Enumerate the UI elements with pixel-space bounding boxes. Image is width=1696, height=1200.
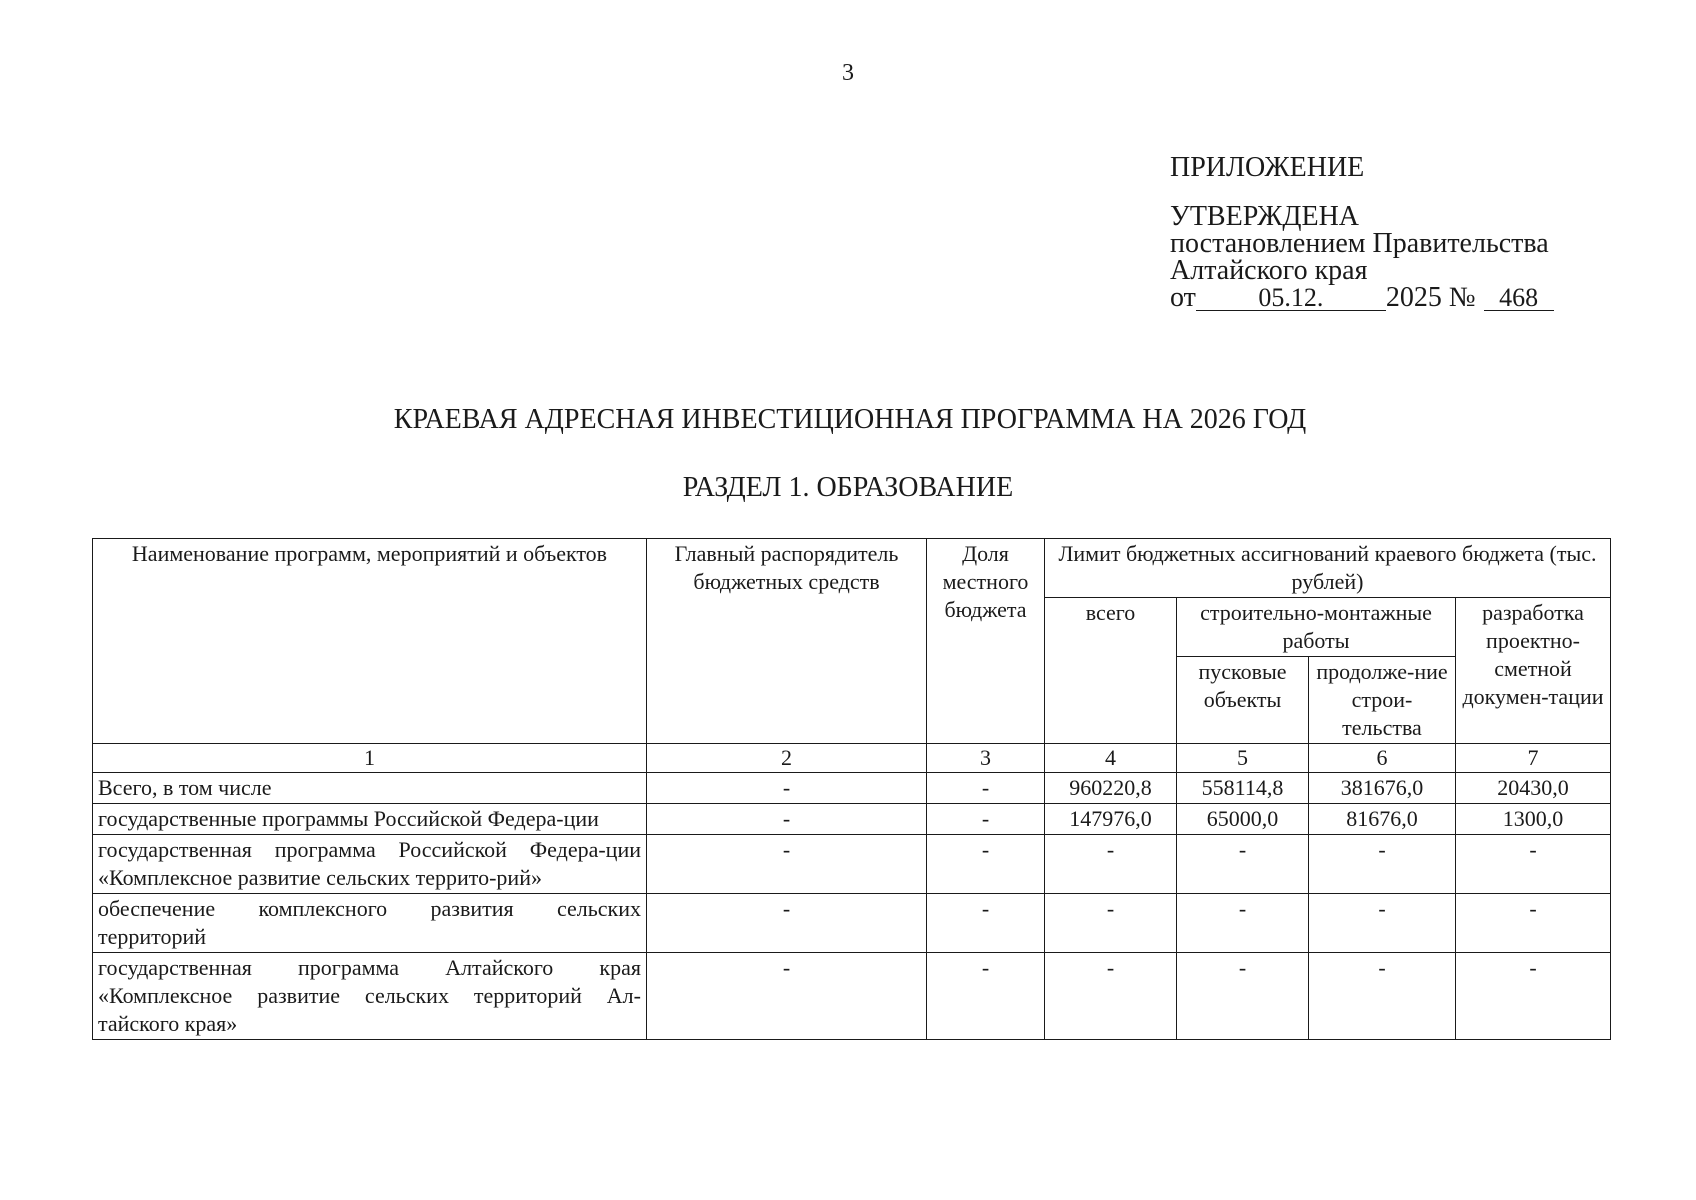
row-local-share: -: [927, 835, 1045, 894]
row-total: 960220,8: [1045, 773, 1177, 804]
approval-date-line: [1170, 284, 1554, 311]
header-continuation: продолже-ние строи-тельства: [1309, 657, 1456, 744]
row-name: Всего, в том числе: [93, 773, 647, 804]
row-continuation: 81676,0: [1309, 804, 1456, 835]
header-local-share: Доля местного бюджета: [927, 539, 1045, 744]
column-number: 4: [1045, 744, 1177, 773]
table-row: [93, 835, 1611, 894]
header-construction: строительно-монтажные работы: [1177, 598, 1456, 657]
row-total: -: [1045, 835, 1177, 894]
row-total: -: [1045, 953, 1177, 1040]
row-design: -: [1456, 894, 1611, 953]
row-launch: 558114,8: [1177, 773, 1309, 804]
row-local-share: -: [927, 804, 1045, 835]
row-total: -: [1045, 894, 1177, 953]
column-number: 3: [927, 744, 1045, 773]
column-number: 5: [1177, 744, 1309, 773]
row-design: 20430,0: [1456, 773, 1611, 804]
column-number: 2: [647, 744, 927, 773]
row-design: -: [1456, 835, 1611, 894]
row-manager: -: [647, 835, 927, 894]
approved-label: УТВЕРЖДЕНА: [1170, 201, 1360, 232]
header-name: Наименование программ, мероприятий и объектов: [93, 539, 647, 744]
row-continuation: -: [1309, 894, 1456, 953]
approval-date: 05.12.: [1196, 286, 1386, 311]
approval-year: 2025 №: [1385, 282, 1476, 313]
row-launch: 65000,0: [1177, 804, 1309, 835]
row-launch: -: [1177, 835, 1309, 894]
column-numbers-row: [93, 744, 1611, 773]
row-continuation: 381676,0: [1309, 773, 1456, 804]
row-launch: -: [1177, 894, 1309, 953]
section-title: РАЗДЕЛ 1. ОБРАЗОВАНИЕ: [682, 472, 1014, 503]
table-row: [93, 953, 1611, 1040]
row-local-share: -: [927, 953, 1045, 1040]
row-manager: -: [647, 894, 927, 953]
header-manager: Главный распорядитель бюджетных средств: [647, 539, 927, 744]
table-row: [93, 773, 1611, 804]
header-total: всего: [1045, 598, 1177, 744]
row-name: государственная программа Алтайского края «Комплексное развитие сельских территорий Ал-тайского края»: [93, 953, 647, 1040]
row-manager: -: [647, 773, 927, 804]
row-local-share: -: [927, 773, 1045, 804]
date-prefix: от: [1170, 282, 1196, 313]
table-row: [93, 894, 1611, 953]
document-title: КРАЕВАЯ АДРЕСНАЯ ИНВЕСТИЦИОННАЯ ПРОГРАММА НА 2026 ГОД: [393, 404, 1307, 435]
approved-by-line1: постановлением Правительства: [1170, 228, 1549, 259]
approved-by-line2: Алтайского края: [1170, 255, 1368, 286]
row-manager: -: [647, 804, 927, 835]
column-number: 6: [1309, 744, 1456, 773]
row-launch: -: [1177, 953, 1309, 1040]
row-total: 147976,0: [1045, 804, 1177, 835]
row-name: обеспечение комплексного развития сельских территорий: [93, 894, 647, 953]
row-design: 1300,0: [1456, 804, 1611, 835]
row-name: государственные программы Российской Федера-ции: [93, 804, 647, 835]
row-continuation: -: [1309, 953, 1456, 1040]
row-design: -: [1456, 953, 1611, 1040]
column-number: 7: [1456, 744, 1611, 773]
header-design: разработка проектно-сметной докумен-тации: [1456, 598, 1611, 744]
row-manager: -: [647, 953, 927, 1040]
column-number: 1: [93, 744, 647, 773]
header-launch: пусковые объекты: [1177, 657, 1309, 744]
approval-block: [1170, 154, 1554, 311]
investment-table: [92, 538, 1611, 1040]
header-limit: Лимит бюджетных ассигнований краевого бюджета (тыс. рублей): [1045, 539, 1611, 598]
page-number: 3: [842, 60, 854, 86]
row-name: государственная программа Российской Федера-ции «Комплексное развитие сельских террито-рий»: [93, 835, 647, 894]
approval-number: 468: [1484, 286, 1554, 311]
table-row: [93, 804, 1611, 835]
row-local-share: -: [927, 894, 1045, 953]
appendix-heading: ПРИЛОЖЕНИЕ: [1170, 152, 1365, 183]
row-continuation: -: [1309, 835, 1456, 894]
